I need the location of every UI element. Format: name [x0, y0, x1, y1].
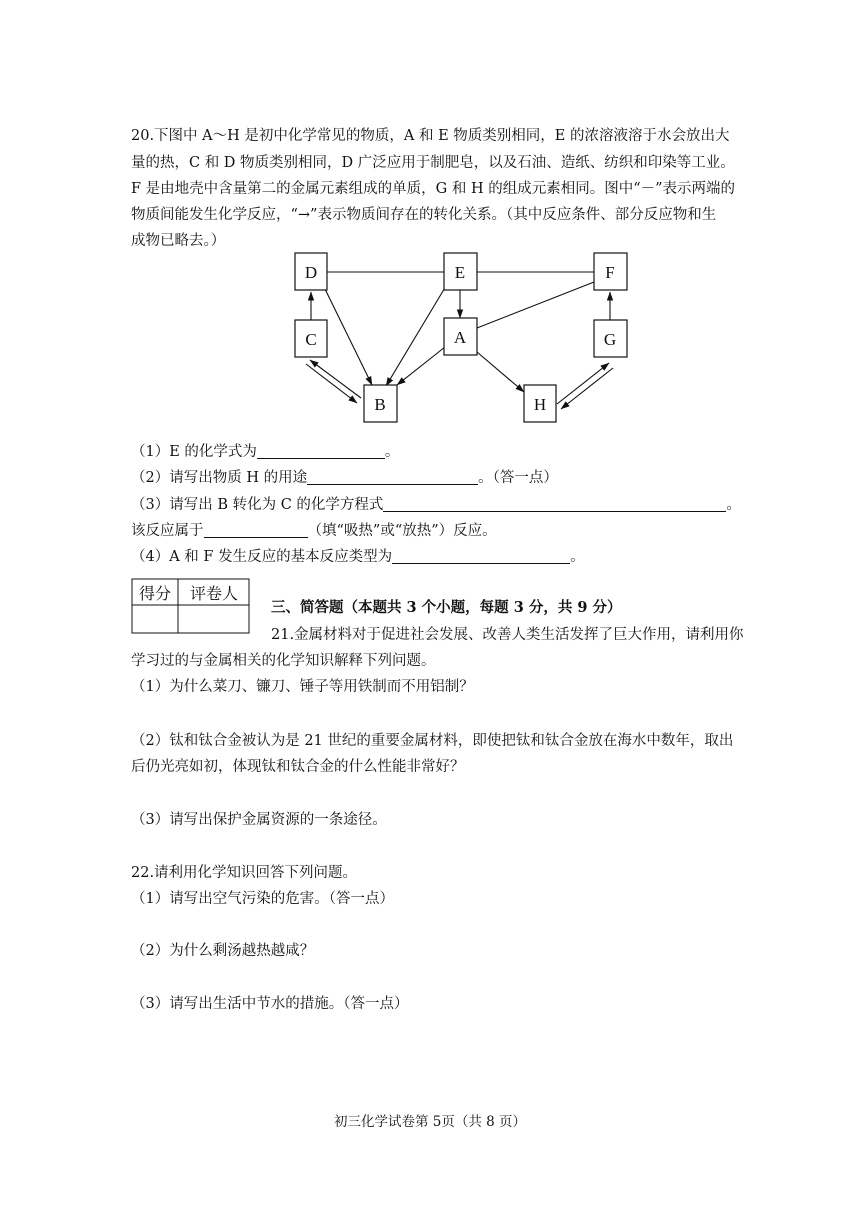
- node-f-label: F: [605, 263, 615, 282]
- q20-sub3: （3）请写出 B 转化为 C 的化学方程式 。: [131, 497, 741, 513]
- arrow-c-to-b: [306, 364, 357, 403]
- arrow-h-to-g: [557, 363, 609, 404]
- node-c-label: C: [305, 330, 317, 349]
- answer-blank[interactable]: [204, 522, 308, 538]
- grader-label: 评卷人: [189, 584, 239, 603]
- answer-blank[interactable]: [257, 443, 385, 459]
- score-label: 得分: [138, 584, 172, 603]
- q21-intro-line: 学习过的与金属相关的化学知识解释下列问题。: [131, 653, 436, 669]
- arrow-b-to-c: [310, 360, 361, 398]
- arrow-e-to-b: [386, 286, 446, 386]
- q20-sub1: （1）E 的化学式为 。: [131, 444, 400, 460]
- arrow-g-to-h: [561, 368, 613, 409]
- q20-intro-line: 成物已略去。）: [131, 233, 226, 249]
- section-title: 三、简答题（本题共 3 个小题，每题 3 分，共 9 分）: [271, 599, 622, 616]
- node-b-label: B: [374, 395, 386, 414]
- q21-intro-line: 21.金属材料对于促进社会发展、改善人类生活发挥了巨大作用，请利用你: [271, 627, 744, 643]
- q20-intro-line: F 是由地壳中含量第二的金属元素组成的单质，G 和 H 的组成元素相同。图中“－”表示两端的: [131, 181, 736, 197]
- line-a-f: [477, 282, 594, 328]
- q22-sub3: （3）请写出生活中节水的措施。（答一点）: [131, 996, 409, 1012]
- q22-intro: 22.请利用化学知识回答下列问题。: [131, 865, 358, 881]
- q20-sub2: （2）请写出物质 H 的用途 。（答一点）: [131, 470, 558, 486]
- node-e-label: E: [454, 263, 466, 282]
- q21-sub2-line: （2）钛和钛合金被认为是 21 世纪的重要金属材料，即使把钛和钛合金放在海水中数年，取出: [131, 733, 734, 749]
- q20-intro-line: 量的热，C 和 D 物质类别相同，D 广泛应用于制肥皂，以及石油、造纸、纺织和印染等工业。: [131, 155, 735, 171]
- q20-sub3b: 该反应属于 （填“吸热”或“放热”）反应。: [131, 523, 497, 539]
- q22-sub2: （2）为什么剩汤越热越咸？: [131, 943, 315, 959]
- answer-blank[interactable]: [383, 496, 726, 512]
- q20-intro-line: 20.下图中 A～H 是初中化学常见的物质，A 和 E 物质类别相同，E 的浓溶液溶于水会放出大: [131, 128, 730, 144]
- relationship-diagram: [0, 0, 860, 440]
- page-footer: 初三化学试卷第 5页（共 8 页）: [333, 1114, 527, 1130]
- node-d-label: D: [304, 263, 318, 282]
- node-h-label: H: [533, 395, 547, 414]
- node-a-label: A: [453, 328, 467, 347]
- arrow-a-to-b: [397, 347, 445, 385]
- answer-blank[interactable]: [307, 469, 478, 485]
- arrow-d-to-b: [325, 289, 372, 385]
- q20-sub4: （4）A 和 F 发生反应的基本反应类型为 。: [131, 549, 585, 565]
- score-table: [131, 578, 250, 634]
- q22-sub1: （1）请写出空气污染的危害。（答一点）: [131, 891, 394, 907]
- q21-sub1: （1）为什么菜刀、镰刀、锤子等用铁制而不用铝制？: [131, 679, 474, 695]
- q21-sub2-line: 后仍光亮如初，体现钛和钛合金的什么性能非常好？: [131, 759, 465, 775]
- node-g-label: G: [603, 330, 617, 349]
- answer-blank[interactable]: [392, 548, 570, 564]
- q21-sub3: （3）请写出保护金属资源的一条途径。: [131, 812, 387, 828]
- arrow-a-to-h: [477, 352, 524, 392]
- q20-intro-line: 物质间能发生化学反应，“→”表示物质间存在的转化关系。（其中反应条件、部分反应物和生: [131, 207, 717, 223]
